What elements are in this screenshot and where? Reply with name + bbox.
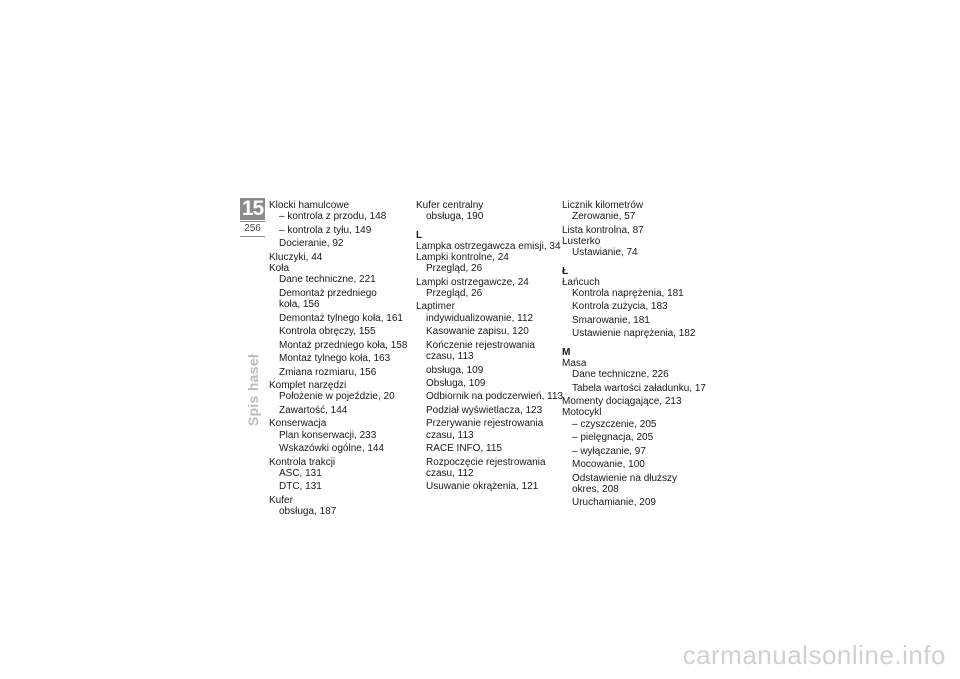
index-entry: Konserwacja [269, 418, 327, 430]
index-subentry: Kontrola zużycia, 183 [572, 301, 668, 313]
index-subentry: Rozpoczęcie rejestrowania czasu, 112 [426, 456, 546, 479]
index-subentry: Zawartość, 144 [279, 404, 348, 416]
index-subentry: Uruchamianie, 209 [572, 497, 656, 509]
index-column-1 [269, 200, 419, 520]
index-subentry: Położenie w pojeździe, 20 [279, 391, 395, 403]
index-subentry: Demontaż tylnego koła, 161 [279, 312, 403, 324]
index-subentry: Plan konserwacji, 233 [279, 429, 377, 441]
index-subentry: Wskazówki ogólne, 144 [279, 443, 385, 455]
page-number: 256 [240, 221, 265, 237]
index-column-2 [416, 200, 566, 495]
index-subentry: ASC, 131 [279, 467, 322, 479]
index-subentry: – pielęgnacja, 205 [572, 432, 654, 444]
index-entry: Kluczyki, 44 [269, 251, 323, 263]
index-entry: Laptimer [416, 301, 455, 313]
index-subentry: Mocowanie, 100 [572, 459, 645, 471]
index-subentry: Odstawienie na dłuższy okres, 208 [572, 472, 678, 495]
index-subentry: Odbiornik na podczerwień, 113 [426, 391, 564, 403]
index-subentry: Kontrola naprężenia, 181 [572, 287, 684, 299]
index-subentry: RACE INFO, 115 [426, 443, 502, 455]
chapter-tab [240, 198, 265, 239]
index-entry: Lusterko [562, 236, 601, 248]
index-subentry: obsługa, 190 [426, 211, 484, 223]
index-subentry: Montaż przedniego koła, 158 [279, 339, 408, 351]
index-subentry: Podział wyświetlacza, 123 [426, 404, 543, 416]
index-entry: Łańcuch [562, 276, 600, 288]
index-subentry: Dane techniczne, 226 [572, 369, 669, 381]
index-subentry: – wyłączanie, 97 [572, 445, 646, 457]
index-subentry: Przerywanie rejestrowania czasu, 113 [426, 418, 544, 441]
index-entry: Masa [562, 357, 587, 369]
index-entry: Lampki ostrzegawcze, 24 [416, 276, 529, 288]
index-entry: Komplet narzędzi [269, 380, 347, 392]
index-subentry: Kontrola obręczy, 155 [279, 326, 376, 338]
index-subentry: Ustawianie, 74 [572, 247, 638, 259]
index-letter-heading: Ł [562, 265, 569, 277]
index-subentry: Smarowanie, 181 [572, 314, 650, 326]
index-subentry: – kontrola z przodu, 148 [279, 211, 387, 223]
index-entry: Klocki hamulcowe [269, 200, 350, 211]
index-subentry: Demontaż przedniego koła, 156 [279, 287, 377, 311]
index-letter-heading: L [416, 229, 423, 241]
index-column-3 [562, 200, 712, 511]
index-letter-heading: M [562, 346, 571, 358]
index-subentry: Przegląd, 26 [426, 287, 483, 299]
index-entry: Momenty dociągające, 213 [562, 395, 682, 407]
index-subentry: Zmiana rozmiaru, 156 [279, 366, 377, 378]
index-entry: Motocykl [562, 407, 602, 419]
index-entry: Licznik kilometrów [562, 200, 644, 211]
index-subentry: – kontrola z tyłu, 149 [279, 224, 372, 236]
index-subentry: Montaż tylnego koła, 163 [279, 353, 391, 365]
index-entry: Lampki kontrolne, 24 [416, 251, 509, 263]
index-subentry: Zerowanie, 57 [572, 211, 636, 223]
watermark: carmanualsonline.info [682, 640, 946, 670]
index-entry: Koła [269, 263, 290, 275]
index-subentry: indywidualizowanie, 112 [426, 312, 534, 324]
index-entry: Lampka ostrzegawcza emisji, 34 [416, 240, 561, 252]
index-subentry: obsługa, 187 [279, 506, 337, 518]
section-title: Spis haseł [245, 353, 261, 427]
index-subentry: Obsługa, 109 [426, 377, 486, 389]
index-subentry: Przegląd, 26 [426, 263, 483, 275]
index-subentry: – czyszczenie, 205 [572, 418, 657, 430]
index-entry: Lista kontrolna, 87 [562, 224, 644, 236]
index-subentry: DTC, 131 [279, 481, 322, 493]
index-subentry: Tabela wartości załadunku, 17 [572, 382, 706, 394]
index-subentry: Kończenie rejestrowania czasu, 113 [426, 339, 535, 363]
index-subentry: obsługa, 109 [426, 364, 484, 376]
chapter-number: 15 [241, 197, 264, 220]
index-subentry: Usuwanie okrążenia, 121 [426, 481, 539, 493]
index-entry: Kufer centralny [416, 200, 484, 211]
index-entry: Kufer [269, 494, 293, 506]
section-side-label [243, 340, 263, 440]
index-subentry: Ustawienie naprężenia, 182 [572, 328, 696, 340]
index-subentry: Dane techniczne, 221 [279, 274, 376, 286]
index-subentry: Docieranie, 92 [279, 238, 344, 250]
index-subentry: Kasowanie zapisu, 120 [426, 326, 529, 338]
index-entry: Kontrola trakcji [269, 456, 336, 468]
